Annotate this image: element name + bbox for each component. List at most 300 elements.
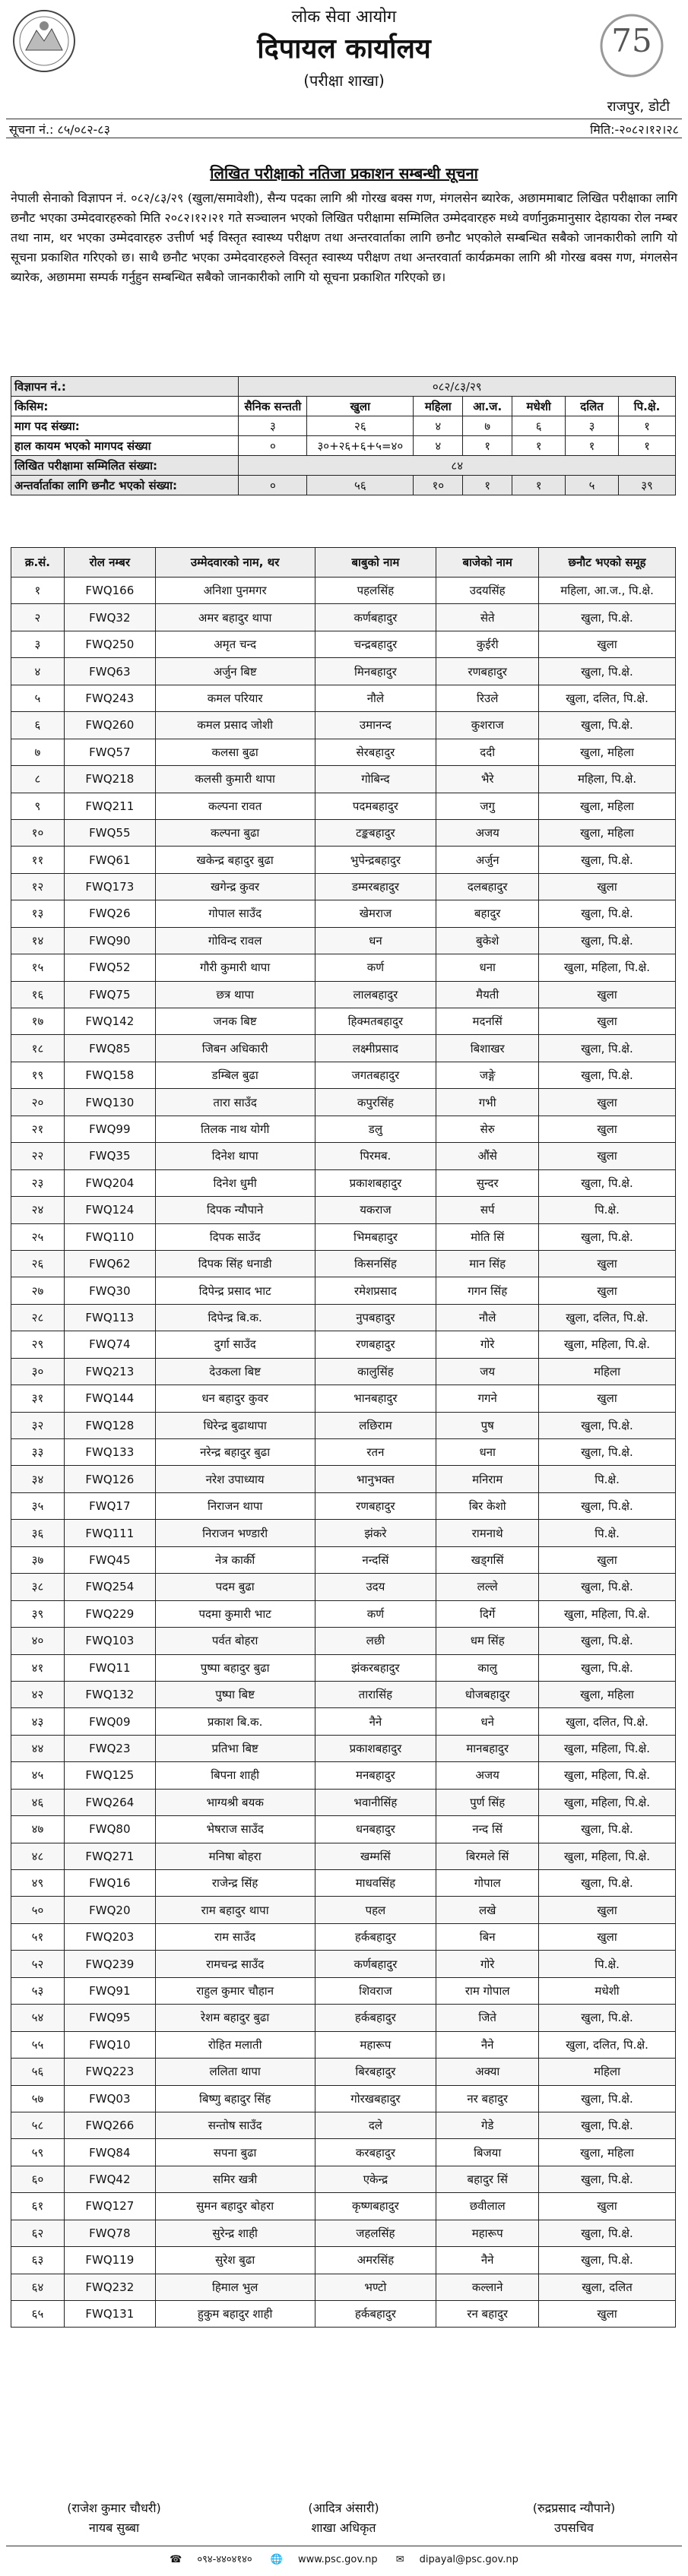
selected-group-cell: खुला, महिला, पि.क्षे.: [539, 1600, 676, 1627]
roll-number-cell: FWQ130: [64, 1089, 155, 1116]
father-name-cell: शिवराज: [315, 1977, 436, 2004]
grandfather-name-cell: बिशाखर: [436, 1035, 539, 1062]
results-table: [11, 547, 676, 2328]
serial-cell: ४७: [11, 1816, 65, 1843]
website-link[interactable]: www.psc.gov.np: [297, 2554, 378, 2565]
roll-number-cell: FWQ35: [64, 1143, 155, 1169]
table-row: [11, 1466, 676, 1492]
grandfather-name-cell: उदयसिंह: [436, 578, 539, 604]
father-name-cell: रणबहादुर: [315, 1331, 436, 1358]
grandfather-name-cell: अर्जुन: [436, 847, 539, 873]
table-row: [11, 1789, 676, 1815]
roll-number-cell: FWQ133: [64, 1439, 155, 1466]
serial-cell: ४: [11, 658, 65, 685]
demand-cell: ६: [512, 416, 566, 436]
father-name-cell: भवानीसिंह: [315, 1789, 436, 1815]
selected-group-cell: खुला, पि.क्षे.: [539, 1223, 676, 1250]
serial-cell: ३६: [11, 1520, 65, 1546]
summary-label: लिखित परीक्षामा सम्मिलित संख्या:: [11, 456, 239, 476]
roll-number-cell: FWQ16: [64, 1870, 155, 1897]
table-row: [11, 1923, 676, 1950]
grandfather-name-cell: छवीलाल: [436, 2193, 539, 2220]
father-name-cell: हर्कबहादुर: [315, 1923, 436, 1950]
selected-group-cell: खुला, पि.क्षे.: [539, 1062, 676, 1088]
vacancy-summary-table: [11, 376, 676, 495]
table-row: [11, 1143, 676, 1169]
father-name-cell: नुपबहादुर: [315, 1304, 436, 1331]
selected-cell: ५६: [307, 476, 414, 495]
roll-number-cell: FWQ239: [64, 1951, 155, 1977]
roll-number-cell: FWQ173: [64, 873, 155, 900]
serial-cell: ४२: [11, 1681, 65, 1707]
roll-number-cell: FWQ213: [64, 1358, 155, 1385]
father-name-cell: तारासिंह: [315, 1681, 436, 1707]
roll-number-cell: FWQ03: [64, 2085, 155, 2112]
table-row: [11, 981, 676, 1008]
selected-cell: १: [512, 476, 566, 495]
serial-cell: ६: [11, 712, 65, 739]
category-cell: मधेशी: [512, 397, 566, 416]
candidate-name-cell: डम्बिल बुढा: [155, 1062, 315, 1088]
grandfather-name-cell: औंसे: [436, 1143, 539, 1169]
table-row: [11, 1250, 676, 1277]
category-cell: आ.ज.: [463, 397, 512, 416]
grandfather-name-cell: गगन सिंह: [436, 1277, 539, 1304]
table-row: [11, 1412, 676, 1438]
grandfather-name-cell: गोरे: [436, 1951, 539, 1977]
selected-group-cell: पि.क्षे.: [539, 1197, 676, 1223]
grandfather-name-cell: नौले: [436, 1304, 539, 1331]
anniversary-number: 75: [611, 22, 652, 59]
candidate-name-cell: सपना बुढा: [155, 2139, 315, 2166]
candidate-name-cell: तिलक नाथ योगी: [155, 1116, 315, 1142]
father-name-cell: भानुभक्त: [315, 1466, 436, 1492]
selected-group-cell: खुला, दलित, पि.क्षे.: [539, 685, 676, 711]
roll-number-cell: FWQ63: [64, 658, 155, 685]
serial-cell: ५५: [11, 2031, 65, 2058]
roll-number-cell: FWQ55: [64, 819, 155, 846]
candidate-name-cell: दिपक सिंह धनाडी: [155, 1250, 315, 1277]
category-cell: महिला: [414, 397, 463, 416]
selected-group-cell: खुला, दलित, पि.क्षे.: [539, 1304, 676, 1331]
grandfather-name-cell: बिर केशो: [436, 1492, 539, 1519]
candidate-name-cell: छत्र थापा: [155, 981, 315, 1008]
grandfather-name-cell: पुष: [436, 1412, 539, 1438]
email-link[interactable]: dipayal@psc.gov.np: [419, 2554, 518, 2565]
candidate-name-cell: प्रतिभा बिष्ट: [155, 1735, 315, 1761]
roll-number-cell: FWQ211: [64, 793, 155, 819]
summary-row-current-demand: [11, 436, 676, 456]
father-name-cell: दले: [315, 2112, 436, 2138]
selected-cell: ३९: [619, 476, 676, 495]
table-row: [11, 2193, 676, 2220]
roll-number-cell: FWQ223: [64, 2059, 155, 2085]
table-row: [11, 847, 676, 873]
grandfather-name-cell: जिते: [436, 2005, 539, 2031]
roll-number-cell: FWQ110: [64, 1223, 155, 1250]
demand-cell: ३: [239, 416, 307, 436]
roll-number-cell: FWQ62: [64, 1250, 155, 1277]
selected-group-cell: खुला: [539, 981, 676, 1008]
father-name-cell: भुपेन्द्रबहादुर: [315, 847, 436, 873]
candidate-name-cell: राजेन्द्र सिंह: [155, 1870, 315, 1897]
roll-number-cell: FWQ243: [64, 685, 155, 711]
summary-label: माग पद संख्या:: [11, 416, 239, 436]
table-row: [11, 2005, 676, 2031]
grandfather-name-cell: पुर्ण सिंह: [436, 1789, 539, 1815]
summary-label: किसिम:: [11, 397, 239, 416]
candidate-name-cell: पर्वत बोहरा: [155, 1628, 315, 1654]
candidate-name-cell: सन्तोष साउँद: [155, 2112, 315, 2138]
roll-number-cell: FWQ125: [64, 1762, 155, 1789]
table-row: [11, 1628, 676, 1654]
current-demand-cell: १: [463, 436, 512, 456]
grandfather-name-cell: दलबहादुर: [436, 873, 539, 900]
current-demand-cell: १: [619, 436, 676, 456]
serial-cell: २१: [11, 1116, 65, 1142]
table-row: [11, 658, 676, 685]
father-name-cell: डम्मरबहादुर: [315, 873, 436, 900]
grandfather-name-cell: गोरे: [436, 1331, 539, 1358]
summary-label: अन्तर्वार्ताका लागि छनौट भएको संख्या:: [11, 476, 239, 495]
roll-number-cell: FWQ85: [64, 1035, 155, 1062]
selected-group-cell: खुला, दलित: [539, 2274, 676, 2300]
candidate-name-cell: अर्जुन बिष्ट: [155, 658, 315, 685]
serial-cell: ३५: [11, 1492, 65, 1519]
candidate-name-cell: जनक बिष्ट: [155, 1008, 315, 1035]
father-name-cell: महारूप: [315, 2031, 436, 2058]
candidate-name-cell: तारा साउँद: [155, 1089, 315, 1116]
demand-cell: १: [619, 416, 676, 436]
signatory-title: शाखा अधिकृत: [311, 2521, 376, 2535]
serial-cell: २९: [11, 1331, 65, 1358]
candidate-name-cell: नेत्र कार्की: [155, 1546, 315, 1573]
father-name-cell: अमरसिंह: [315, 2247, 436, 2274]
serial-cell: ४९: [11, 1870, 65, 1897]
selected-group-cell: खुला, महिला: [539, 793, 676, 819]
summary-row-demand: [11, 416, 676, 436]
candidate-name-cell: दिपेन्द्र बि.क.: [155, 1304, 315, 1331]
serial-cell: ३१: [11, 1385, 65, 1412]
father-name-cell: नौले: [315, 685, 436, 711]
grandfather-name-cell: सुन्दर: [436, 1169, 539, 1196]
selected-group-cell: खुला, महिला: [539, 739, 676, 765]
notice-date: मिति:-२०८२।१२।२८: [590, 122, 679, 137]
category-cell: सैनिक सन्तती: [239, 397, 307, 416]
roll-number-cell: FWQ126: [64, 1466, 155, 1492]
father-name-cell: धनबहादुर: [315, 1816, 436, 1843]
father-name-cell: प्रकाशबहादुर: [315, 1735, 436, 1761]
father-name-cell: मनबहादुर: [315, 1762, 436, 1789]
grandfather-name-cell: मान सिंह: [436, 1250, 539, 1277]
roll-number-cell: FWQ166: [64, 578, 155, 604]
father-name-cell: धन: [315, 927, 436, 954]
grandfather-name-cell: रणबहादुर: [436, 658, 539, 685]
father-name-cell: मिनबहादुर: [315, 658, 436, 685]
selected-group-cell: महिला: [539, 2059, 676, 2085]
candidate-name-cell: रोहित मलाती: [155, 2031, 315, 2058]
serial-cell: ३३: [11, 1439, 65, 1466]
serial-cell: ७: [11, 739, 65, 765]
candidate-name-cell: दिनेश धुमी: [155, 1169, 315, 1196]
roll-number-cell: FWQ17: [64, 1492, 155, 1519]
selected-group-cell: खुला: [539, 1277, 676, 1304]
table-row: [11, 819, 676, 846]
selected-group-cell: खुला: [539, 2301, 676, 2328]
grandfather-name-cell: कुईरी: [436, 631, 539, 657]
serial-cell: ३९: [11, 1600, 65, 1627]
roll-number-cell: FWQ95: [64, 2005, 155, 2031]
roll-number-cell: FWQ111: [64, 1520, 155, 1546]
demand-cell: ३: [566, 416, 619, 436]
table-row: [11, 685, 676, 711]
father-name-cell: रमेशप्रसाद: [315, 1277, 436, 1304]
roll-number-cell: FWQ45: [64, 1546, 155, 1573]
candidate-name-cell: नरेश उपाध्याय: [155, 1466, 315, 1492]
table-row: [11, 2085, 676, 2112]
roll-number-cell: FWQ142: [64, 1008, 155, 1035]
candidate-name-cell: रेशम बहादुर बुढा: [155, 2005, 315, 2031]
serial-cell: ३: [11, 631, 65, 657]
candidate-name-cell: पुष्पा बिष्ट: [155, 1681, 315, 1707]
candidate-name-cell: धन बहादुर कुवर: [155, 1385, 315, 1412]
table-row: [11, 1897, 676, 1923]
candidate-name-cell: ललिता थापा: [155, 2059, 315, 2085]
grandfather-name-cell: कुशराज: [436, 712, 539, 739]
roll-number-cell: FWQ23: [64, 1735, 155, 1761]
column-header: क्र.सं.: [11, 548, 65, 578]
notice-meta-row: [6, 119, 682, 138]
table-row: [11, 1169, 676, 1196]
serial-cell: ६०: [11, 2166, 65, 2192]
table-row: [11, 2139, 676, 2166]
roll-number-cell: FWQ74: [64, 1331, 155, 1358]
candidate-name-cell: धिरेन्द्र बुढाथापा: [155, 1412, 315, 1438]
mail-icon: ✉: [395, 2554, 404, 2565]
roll-number-cell: FWQ232: [64, 2274, 155, 2300]
father-name-cell: सेरबहादुर: [315, 739, 436, 765]
roll-number-cell: FWQ30: [64, 1277, 155, 1304]
candidate-name-cell: सुमन बहादुर बोहरा: [155, 2193, 315, 2220]
roll-number-cell: FWQ09: [64, 1708, 155, 1735]
serial-cell: ५०: [11, 1897, 65, 1923]
grandfather-name-cell: अजय: [436, 1762, 539, 1789]
candidate-name-cell: भेषराज साउँद: [155, 1816, 315, 1843]
table-row: [11, 1008, 676, 1035]
father-name-cell: हिक्मतबहादुर: [315, 1008, 436, 1035]
office-location: राजपुर, डोटी: [607, 99, 670, 115]
selected-group-cell: खुला, महिला: [539, 1681, 676, 1707]
candidate-name-cell: रामचन्द्र साउँद: [155, 1951, 315, 1977]
current-demand-cell: ३०+२६+६+५=४०: [307, 436, 414, 456]
father-name-cell: यकराज: [315, 1197, 436, 1223]
table-row: [11, 2112, 676, 2138]
father-name-cell: पहलसिंह: [315, 578, 436, 604]
advert-number-value: ०८२/८३/२९: [239, 377, 676, 397]
grandfather-name-cell: मनिराम: [436, 1466, 539, 1492]
globe-icon: 🌐: [270, 2554, 283, 2565]
father-name-cell: पिरमब.: [315, 1143, 436, 1169]
selected-group-cell: खुला, पि.क्षे.: [539, 1870, 676, 1897]
grandfather-name-cell: बुकेशे: [436, 927, 539, 954]
selected-group-cell: खुला, महिला, पि.क्षे.: [539, 1762, 676, 1789]
serial-cell: ५७: [11, 2085, 65, 2112]
father-name-cell: भानबहादुर: [315, 1385, 436, 1412]
selected-group-cell: खुला, पि.क्षे.: [539, 1574, 676, 1600]
serial-cell: २६: [11, 1250, 65, 1277]
selected-group-cell: पि.क्षे.: [539, 1951, 676, 1977]
selected-group-cell: पि.क्षे.: [539, 1520, 676, 1546]
candidate-name-cell: गोविन्द रावल: [155, 927, 315, 954]
column-header: रोल नम्बर: [64, 548, 155, 578]
candidate-name-cell: निराजन थापा: [155, 1492, 315, 1519]
office-name: दिपायल कार्यालय: [257, 33, 431, 65]
roll-number-cell: FWQ260: [64, 712, 155, 739]
roll-number-cell: FWQ52: [64, 954, 155, 981]
selected-cell: ०: [239, 476, 307, 495]
serial-cell: ५४: [11, 2005, 65, 2031]
grandfather-name-cell: गेडे: [436, 2112, 539, 2138]
roll-number-cell: FWQ128: [64, 1412, 155, 1438]
signatory-name: (रुद्रप्रसाद न्यौपाने): [532, 2501, 616, 2515]
selected-group-cell: खुला, पि.क्षे.: [539, 658, 676, 685]
selected-group-cell: खुला, पि.क्षे.: [539, 1816, 676, 1843]
roll-number-cell: FWQ61: [64, 847, 155, 873]
grandfather-name-cell: बहादुर: [436, 900, 539, 927]
father-name-cell: टङ्कबहादुर: [315, 819, 436, 846]
selected-group-cell: महिला, पि.क्षे.: [539, 766, 676, 793]
roll-number-cell: FWQ113: [64, 1304, 155, 1331]
candidate-name-cell: दिनेश थापा: [155, 1143, 315, 1169]
candidate-name-cell: बिपना शाही: [155, 1762, 315, 1789]
grandfather-name-cell: कालु: [436, 1654, 539, 1681]
roll-number-cell: FWQ127: [64, 2193, 155, 2220]
father-name-cell: झंकरे: [315, 1520, 436, 1546]
grandfather-name-cell: बिजया: [436, 2139, 539, 2166]
results-body: [11, 578, 676, 2328]
serial-cell: १०: [11, 819, 65, 846]
father-name-cell: एकेन्द्र: [315, 2166, 436, 2192]
serial-cell: २५: [11, 1223, 65, 1250]
father-name-cell: लछिराम: [315, 1412, 436, 1438]
father-name-cell: नन्दसिं: [315, 1546, 436, 1573]
selected-group-cell: खुला, पि.क्षे.: [539, 604, 676, 631]
table-row: [11, 1439, 676, 1466]
roll-number-cell: FWQ144: [64, 1385, 155, 1412]
serial-cell: ५९: [11, 2139, 65, 2166]
grandfather-name-cell: बिन: [436, 1923, 539, 1950]
selected-group-cell: खुला: [539, 1923, 676, 1950]
serial-cell: ६४: [11, 2274, 65, 2300]
summary-row-appeared: [11, 456, 676, 476]
serial-cell: ४५: [11, 1762, 65, 1789]
selected-group-cell: महिला, आ.ज., पि.क्षे.: [539, 578, 676, 604]
selected-group-cell: खुला: [539, 1143, 676, 1169]
table-row: [11, 873, 676, 900]
selected-group-cell: खुला, पि.क्षे.: [539, 1412, 676, 1438]
org-name: लोक सेवा आयोग: [291, 8, 397, 27]
table-row: [11, 1520, 676, 1546]
candidate-name-cell: खगेन्द्र कुवर: [155, 873, 315, 900]
table-row: [11, 2247, 676, 2274]
roll-number-cell: FWQ119: [64, 2247, 155, 2274]
serial-cell: ५२: [11, 1951, 65, 1977]
table-row: [11, 1035, 676, 1062]
grandfather-name-cell: रामनाथे: [436, 1520, 539, 1546]
serial-cell: ५८: [11, 2112, 65, 2138]
roll-number-cell: FWQ78: [64, 2220, 155, 2246]
table-row: [11, 1385, 676, 1412]
father-name-cell: चन्द्रबहादुर: [315, 631, 436, 657]
father-name-cell: खेमराज: [315, 900, 436, 927]
table-row: [11, 712, 676, 739]
serial-cell: ५१: [11, 1923, 65, 1950]
selected-group-cell: खुला: [539, 1546, 676, 1573]
roll-number-cell: FWQ250: [64, 631, 155, 657]
serial-cell: २२: [11, 1143, 65, 1169]
serial-cell: ९: [11, 793, 65, 819]
father-name-cell: नैने: [315, 1708, 436, 1735]
grandfather-name-cell: नन्द सिं: [436, 1816, 539, 1843]
selected-group-cell: खुला, पि.क्षे.: [539, 2220, 676, 2246]
demand-cell: ७: [463, 416, 512, 436]
selected-group-cell: खुला: [539, 1250, 676, 1277]
phone-number: ०९४-४४०४१४०: [197, 2554, 252, 2565]
candidate-name-cell: सुरेन्द्र शाही: [155, 2220, 315, 2246]
father-name-cell: उमानन्द: [315, 712, 436, 739]
table-row: [11, 900, 676, 927]
table-row: [11, 1546, 676, 1573]
father-name-cell: हर्कबहादुर: [315, 2301, 436, 2328]
grandfather-name-cell: नर बहादुर: [436, 2085, 539, 2112]
roll-number-cell: FWQ218: [64, 766, 155, 793]
grandfather-name-cell: रन बहादुर: [436, 2301, 539, 2328]
grandfather-name-cell: नैने: [436, 2031, 539, 2058]
serial-cell: १: [11, 578, 65, 604]
selected-group-cell: खुला, पि.क्षे.: [539, 712, 676, 739]
serial-cell: ३८: [11, 1574, 65, 1600]
candidate-name-cell: दिपक साउँद: [155, 1223, 315, 1250]
grandfather-name-cell: खड्गसिं: [436, 1546, 539, 1573]
grandfather-name-cell: गोपाल: [436, 1870, 539, 1897]
grandfather-name-cell: जय: [436, 1358, 539, 1385]
grandfather-name-cell: गभी: [436, 1089, 539, 1116]
candidate-name-cell: कल्पना बुढा: [155, 819, 315, 846]
selected-group-cell: खुला, महिला, पि.क्षे.: [539, 1331, 676, 1358]
roll-number-cell: FWQ254: [64, 1574, 155, 1600]
selected-group-cell: महिला: [539, 1358, 676, 1385]
father-name-cell: प्रकाशबहादुर: [315, 1169, 436, 1196]
table-row: [11, 1574, 676, 1600]
grandfather-name-cell: मदनसिं: [436, 1008, 539, 1035]
appeared-value: ८४: [239, 456, 676, 476]
serial-cell: ३७: [11, 1546, 65, 1573]
father-name-cell: लक्ष्मीप्रसाद: [315, 1035, 436, 1062]
grandfather-name-cell: धना: [436, 1439, 539, 1466]
roll-number-cell: FWQ42: [64, 2166, 155, 2192]
grandfather-name-cell: लखे: [436, 1897, 539, 1923]
selected-group-cell: खुला: [539, 873, 676, 900]
grandfather-name-cell: सर्प: [436, 1197, 539, 1223]
table-row: [11, 1843, 676, 1869]
roll-number-cell: FWQ132: [64, 1681, 155, 1707]
grandfather-name-cell: राम गोपाल: [436, 1977, 539, 2004]
candidate-name-cell: कल्पना रावत: [155, 793, 315, 819]
roll-number-cell: FWQ57: [64, 739, 155, 765]
table-row: [11, 2301, 676, 2328]
serial-cell: ८: [11, 766, 65, 793]
contact-bar: [0, 2552, 688, 2565]
